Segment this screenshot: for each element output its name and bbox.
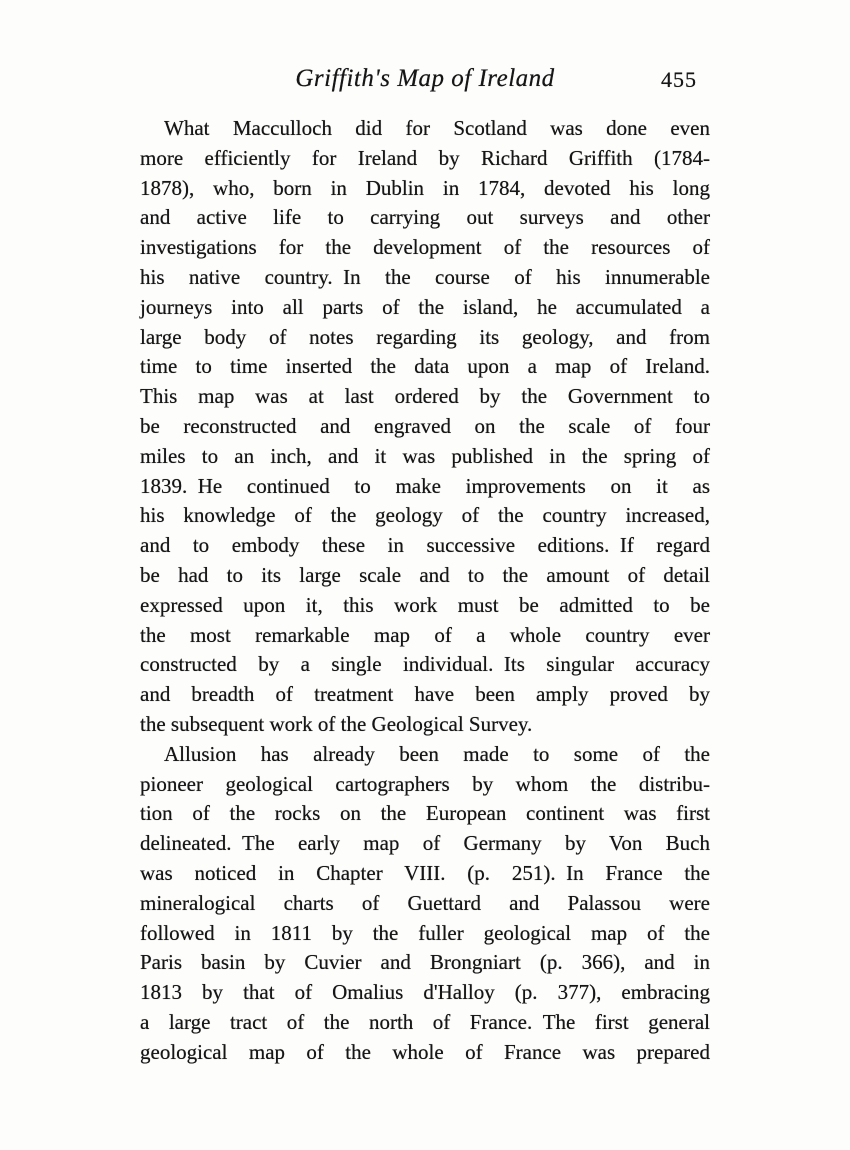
text-line: his knowledge of the geology of the country increased, bbox=[140, 503, 710, 528]
text-line: followed in 1811 by the fuller geological map of the bbox=[140, 920, 710, 945]
text-line: 1878), who, born in Dublin in 1784, devoted his long bbox=[140, 175, 710, 200]
text-line: tion of the rocks on the European continent was first bbox=[140, 801, 710, 826]
text-line: miles to an inch, and it was published in the spring of bbox=[140, 443, 710, 468]
running-header-title: Griffith's Map of Ireland bbox=[295, 65, 555, 92]
text-line: This map was at last ordered by the Government to bbox=[140, 384, 710, 409]
text-line: large body of notes regarding its geology, and from bbox=[140, 324, 710, 349]
text-line: pioneer geological cartographers by whom the distribu- bbox=[140, 771, 710, 796]
text-line: expressed upon it, this work must be admitted to be bbox=[140, 592, 710, 617]
text-line: a large tract of the north of France. The first general bbox=[140, 1009, 710, 1034]
text-line: Allusion has already been made to some of the bbox=[164, 741, 710, 766]
running-header bbox=[140, 62, 710, 100]
text-line: his native country. In the course of his innumerable bbox=[140, 264, 710, 289]
text-line: mineralogical charts of Guettard and Palassou were bbox=[140, 890, 710, 915]
text-line: be had to its large scale and to the amount of detail bbox=[140, 562, 710, 587]
text-line: and to embody these in successive editions. If regard bbox=[140, 533, 710, 558]
text-line: and active life to carrying out surveys and other bbox=[140, 205, 710, 230]
text-block bbox=[140, 62, 710, 1068]
text-line: journeys into all parts of the island, he accumulated a bbox=[140, 294, 710, 319]
text-line: constructed by a single individual. Its singular accuracy bbox=[140, 652, 710, 677]
text-line: time to time inserted the data upon a map of Ireland. bbox=[140, 354, 710, 379]
text-line: be reconstructed and engraved on the scale of four bbox=[140, 413, 710, 438]
text-line: the most remarkable map of a whole country ever bbox=[140, 622, 710, 647]
text-line: the subsequent work of the Geological Survey. bbox=[140, 711, 533, 736]
text-line: delineated. The early map of Germany by Von Buch bbox=[140, 831, 710, 856]
text-line: What Macculloch did for Scotland was done even bbox=[164, 116, 710, 140]
page-number: 455 bbox=[661, 67, 697, 92]
text-line: investigations for the development of the resources of bbox=[140, 235, 710, 260]
text-line: geological map of the whole of France was prepared bbox=[140, 1039, 710, 1064]
text-line: and breadth of treatment have been amply proved by bbox=[140, 682, 710, 707]
text-line: Paris basin by Cuvier and Brongniart (p. 366), and in bbox=[140, 950, 710, 975]
text-body bbox=[140, 114, 710, 1068]
text-line: was noticed in Chapter VIII. (p. 251). In France the bbox=[140, 860, 710, 885]
text-line: more efficiently for Ireland by Richard Griffith (1784- bbox=[140, 145, 710, 170]
text-line: 1813 by that of Omalius d'Halloy (p. 377), embracing bbox=[140, 980, 710, 1005]
text-line: 1839. He continued to make improvements on it as bbox=[140, 473, 710, 498]
